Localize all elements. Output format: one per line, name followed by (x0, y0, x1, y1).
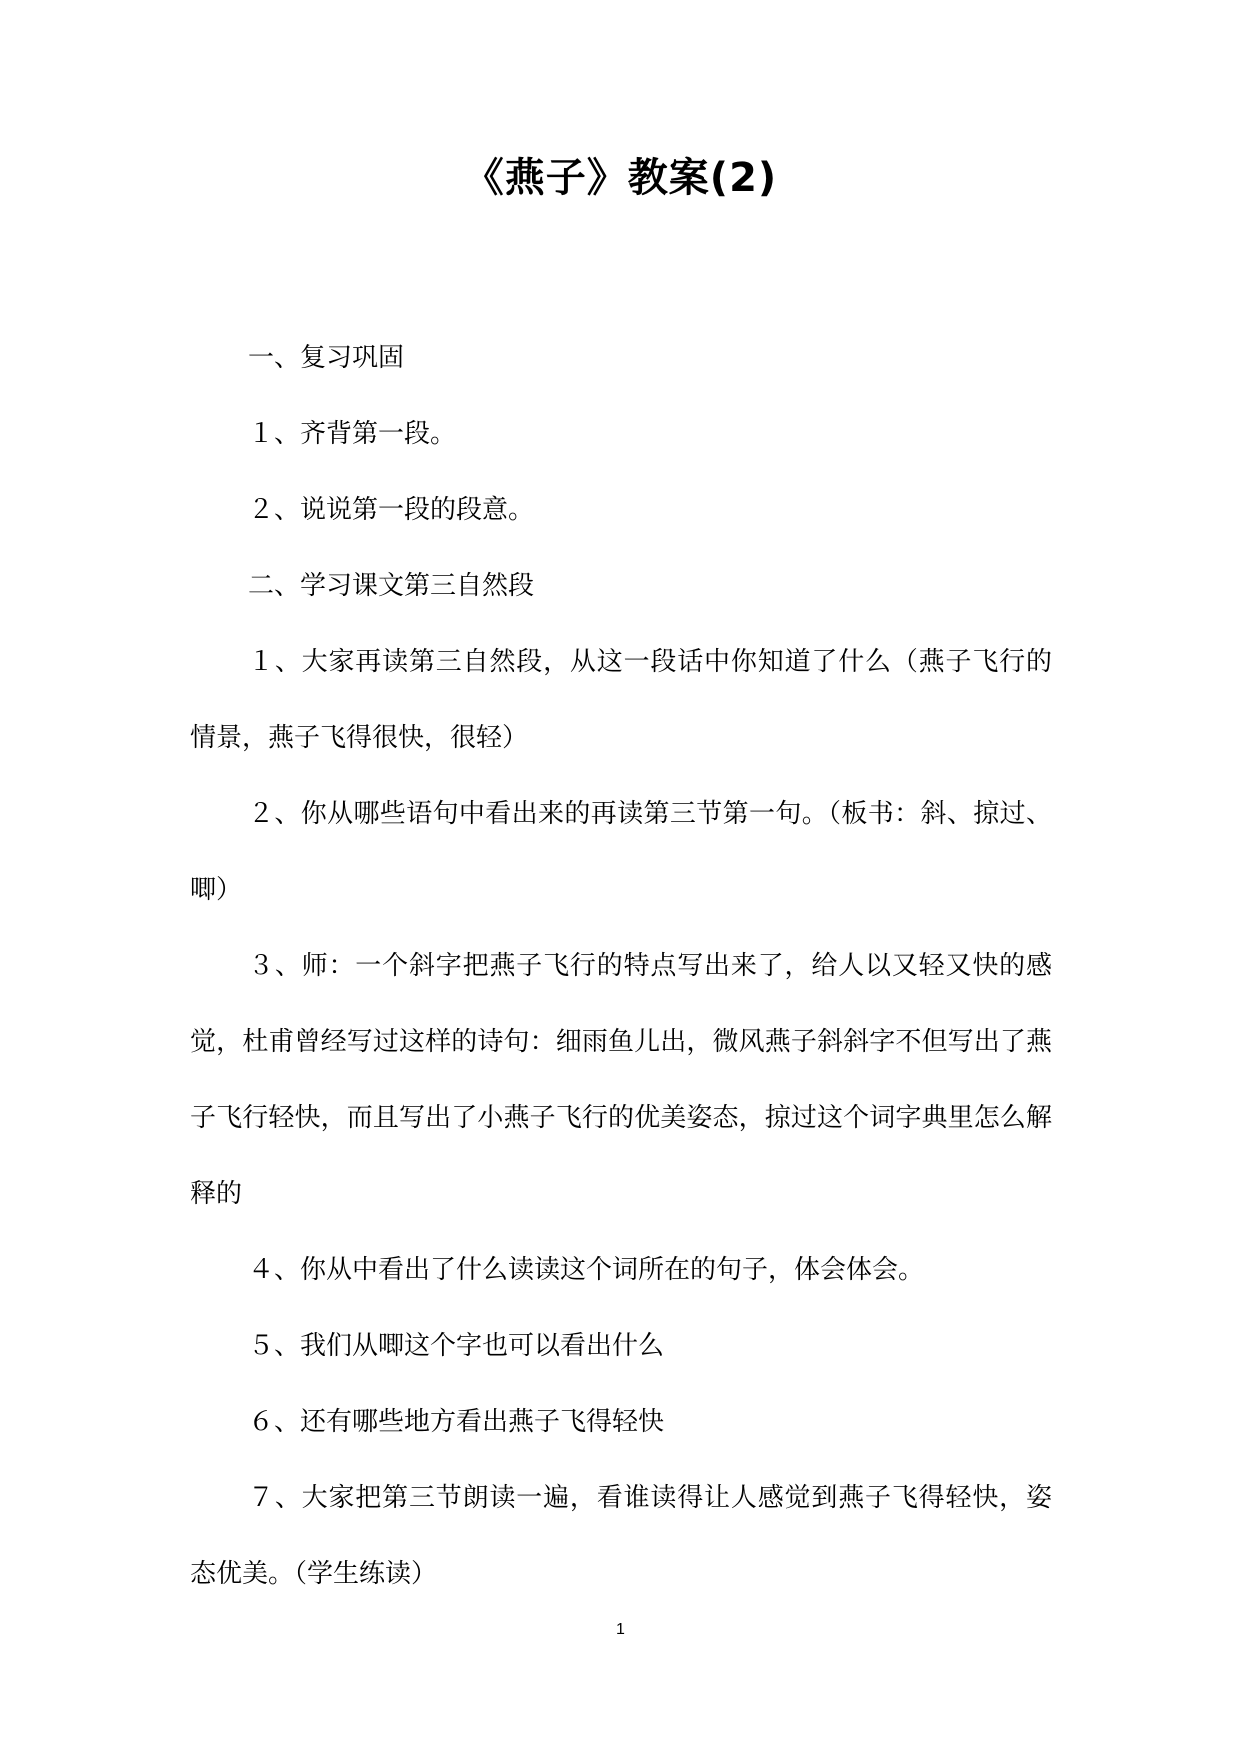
list-item: ６、还有哪些地方看出燕子飞得轻快 (248, 1407, 665, 1437)
list-item: ２、你从哪些语句中看出来的再读第三节第一句。（板书：斜、掠过、唧） (190, 799, 1052, 905)
list-item: ７、大家把第三节朗读一遍，看谁读得让人感觉到燕子飞得轻快，姿态优美。（学生练读） (190, 1483, 1052, 1589)
section-heading-review: 一、复习巩固 (248, 343, 405, 373)
list-item: ４、你从中看出了什么读读这个词所在的句子，体会体会。 (248, 1255, 925, 1285)
page-number: 1 (616, 1621, 625, 1638)
list-item: １、大家再读第三自然段，从这一段话中你知道了什么（燕子飞行的情景，燕子飞得很快，很轻） (190, 647, 1052, 753)
list-item: ５、我们从唧这个字也可以看出什么 (248, 1331, 665, 1361)
list-item: ３、师：一个斜字把燕子飞行的特点写出来了，给人以又轻又快的感觉，杜甫曾经写过这样的诗句：细雨鱼儿出，微风燕子斜斜字不但写出了燕子飞行轻快，而且写出了小燕子飞行的优美姿态，掠过这个词字典里怎么解释的 (190, 951, 1052, 1209)
list-item: ２、说说第一段的段意。 (248, 495, 535, 525)
document-title: 《燕子》教案(2) (463, 155, 778, 201)
list-item: １、齐背第一段。 (248, 419, 457, 449)
document-body (190, 320, 1052, 1612)
section-heading-study: 二、学习课文第三自然段 (248, 571, 535, 601)
